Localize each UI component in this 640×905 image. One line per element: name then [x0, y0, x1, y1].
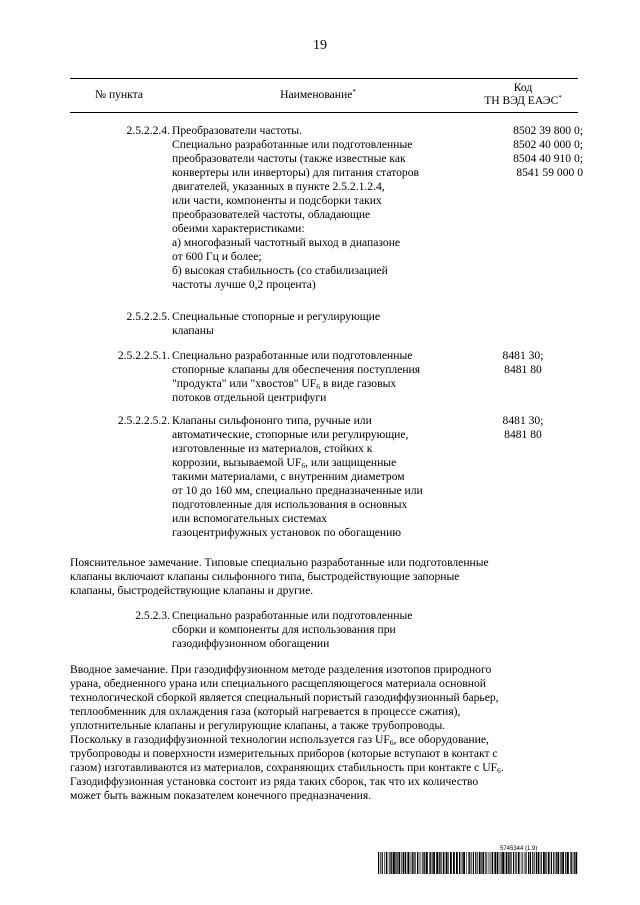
description-line: подготовленные для использования в основных [172, 498, 408, 511]
header-code-line1: Код [513, 81, 533, 94]
page-number: 19 [313, 38, 327, 53]
note-line [70, 761, 578, 775]
item-codes [468, 124, 583, 180]
description-line: обеими характеристиками: [172, 222, 305, 235]
description-line: потоков отдельной центрифуги [172, 391, 327, 404]
item-description [172, 609, 462, 651]
note-line: клапаны включают клапаны сильфонного типа, быстродействующие запорные [70, 570, 460, 583]
note-text: . [500, 761, 504, 774]
item-description [172, 414, 462, 540]
header-code-label: ТН ВЭД ЕАЭС [484, 94, 559, 107]
item-codes [468, 349, 578, 377]
description-line [172, 456, 462, 470]
description-line: Клапаны сильфононго типа, ручные или [172, 414, 372, 427]
description-line: газоцентрифужных установок по обогащению [172, 526, 401, 539]
subscript: 6 [497, 766, 501, 775]
note-text: Поскольку в газодиффузионной технологии используется газ UF [70, 733, 390, 746]
description-line: Специально разработанные или подготовленные [172, 349, 413, 362]
description-text: , или защищенные [305, 456, 397, 469]
note-line: трубопроводы и поверхности измерительных приборов (которые вступают в контакт с [70, 747, 498, 760]
note-line: Пояснительное замечание. Типовые специально разработанные или подготовленные [70, 556, 489, 569]
item-description [172, 124, 462, 292]
note-line: может быть важным показателем конечного предназначения. [70, 789, 372, 802]
header-code [468, 81, 578, 107]
note-line: Вводное замечание. При газодиффузионном методе разделения изотопов природного [70, 663, 492, 676]
description-line: или вспомогательных системах [172, 512, 328, 525]
note-line: технологической сборкой является специальный пористый газодиффузионный барьер, [70, 691, 499, 704]
description-line: преобразователей частоты, обладающие [172, 208, 371, 221]
code-value: 8502 39 800 0; [513, 124, 583, 137]
header-name [168, 88, 468, 101]
description-line: или части, компоненты и подсборки таких [172, 194, 382, 207]
code-value: 8481 30; [502, 414, 544, 427]
description-line [172, 377, 462, 391]
description-line: Преобразователи частоты. [172, 124, 302, 137]
note-line: теплообменник для охлаждения газа (который нагревается в процессе сжатия), [70, 705, 461, 718]
code-value: 8541 59 000 0 [516, 166, 583, 179]
description-line: стопорные клапаны для обеспечения поступления [172, 363, 421, 376]
note-text: газом) изготавливаются из материалов, сохраняющих стабильность при контакте с UF [70, 761, 498, 774]
document-stamp-code: 5745344 (1.9) [500, 846, 538, 852]
note-line [70, 733, 578, 747]
description-line: а) многофазный частотный выход в диапазоне [172, 236, 401, 249]
description-line: клапаны [172, 324, 214, 337]
description-line: конвертеры или инверторы) для питания статоров [172, 166, 419, 179]
description-text: в виде газовых [320, 377, 397, 390]
header-code-line2 [468, 94, 578, 107]
description-line: сборки и компоненты для использования при [172, 623, 396, 636]
header-item-number: № пункта [95, 88, 143, 101]
table-header [70, 78, 578, 113]
subscript: 6 [389, 738, 394, 747]
header-code-footnote-mark: * [558, 94, 562, 102]
item-number: 2.5.2.3. [135, 609, 170, 622]
description-line: такими материалами, с внутренним диаметром [172, 470, 405, 483]
subscript: 6 [301, 461, 306, 470]
description-line: Специальные стопорные и регулирующие [172, 310, 381, 323]
item-number: 2.5.2.2.5.2. [117, 414, 170, 427]
header-name-label: Наименование [280, 88, 353, 101]
description-line: Специально разработанные или подготовленные [172, 609, 413, 622]
description-text: "продукта" или "хвостов" UF [172, 377, 317, 390]
item-codes [468, 414, 578, 442]
note-line: уплотнительные клапаны и регулирующие клапаны, а также трубопроводы. [70, 719, 446, 732]
description-line: двигателей, указанных в пункте 2.5.2.1.2.4, [172, 180, 385, 193]
item-description [172, 310, 462, 338]
description-line: автоматические, стопорные или регулирующие, [172, 428, 409, 441]
code-value: 8504 40 910 0; [513, 152, 583, 165]
description-line: б) высокая стабильность (со стабилизацией [172, 264, 388, 277]
code-value: 8481 30; [502, 349, 544, 362]
code-value: 8481 80 [504, 428, 542, 441]
subscript: 6 [316, 382, 320, 391]
note-text: , все оборудование, [393, 733, 489, 746]
description-line: от 10 до 160 мм, специально предназначенные или [172, 484, 423, 497]
description-line: Специально разработанные или подготовленные [172, 138, 413, 151]
description-line: частоты лучше 0,2 процента) [172, 278, 316, 291]
barcode [378, 852, 578, 874]
description-line: изготовленные из материалов, стойких к [172, 442, 373, 455]
item-number: 2.5.2.2.5. [126, 310, 170, 323]
note-line: урана, обедненного урана или специального расщепляющегося материала основной [70, 677, 486, 690]
item-description [172, 349, 462, 405]
code-value: 8502 40 000 0; [513, 138, 583, 151]
explanatory-note [70, 556, 578, 598]
description-line: от 600 Гц и более; [172, 250, 262, 263]
header-name-footnote-mark: * [352, 88, 356, 96]
description-text: коррозии, вызываемой UF [172, 456, 302, 469]
note-line: клапаны, быстродействующие клапаны и другие. [70, 584, 314, 597]
code-value: 8481 80 [504, 363, 542, 376]
description-line: газодиффузионном обогащении [172, 637, 330, 650]
note-line: Газодиффузионная установка состоит из ряда таких сборок, так что их количество [70, 775, 479, 788]
description-line: преобразователи частоты (также известные как [172, 152, 406, 165]
item-number: 2.5.2.2.5.1. [117, 349, 170, 362]
item-number: 2.5.2.2.4. [126, 124, 170, 137]
introductory-note [70, 663, 578, 803]
